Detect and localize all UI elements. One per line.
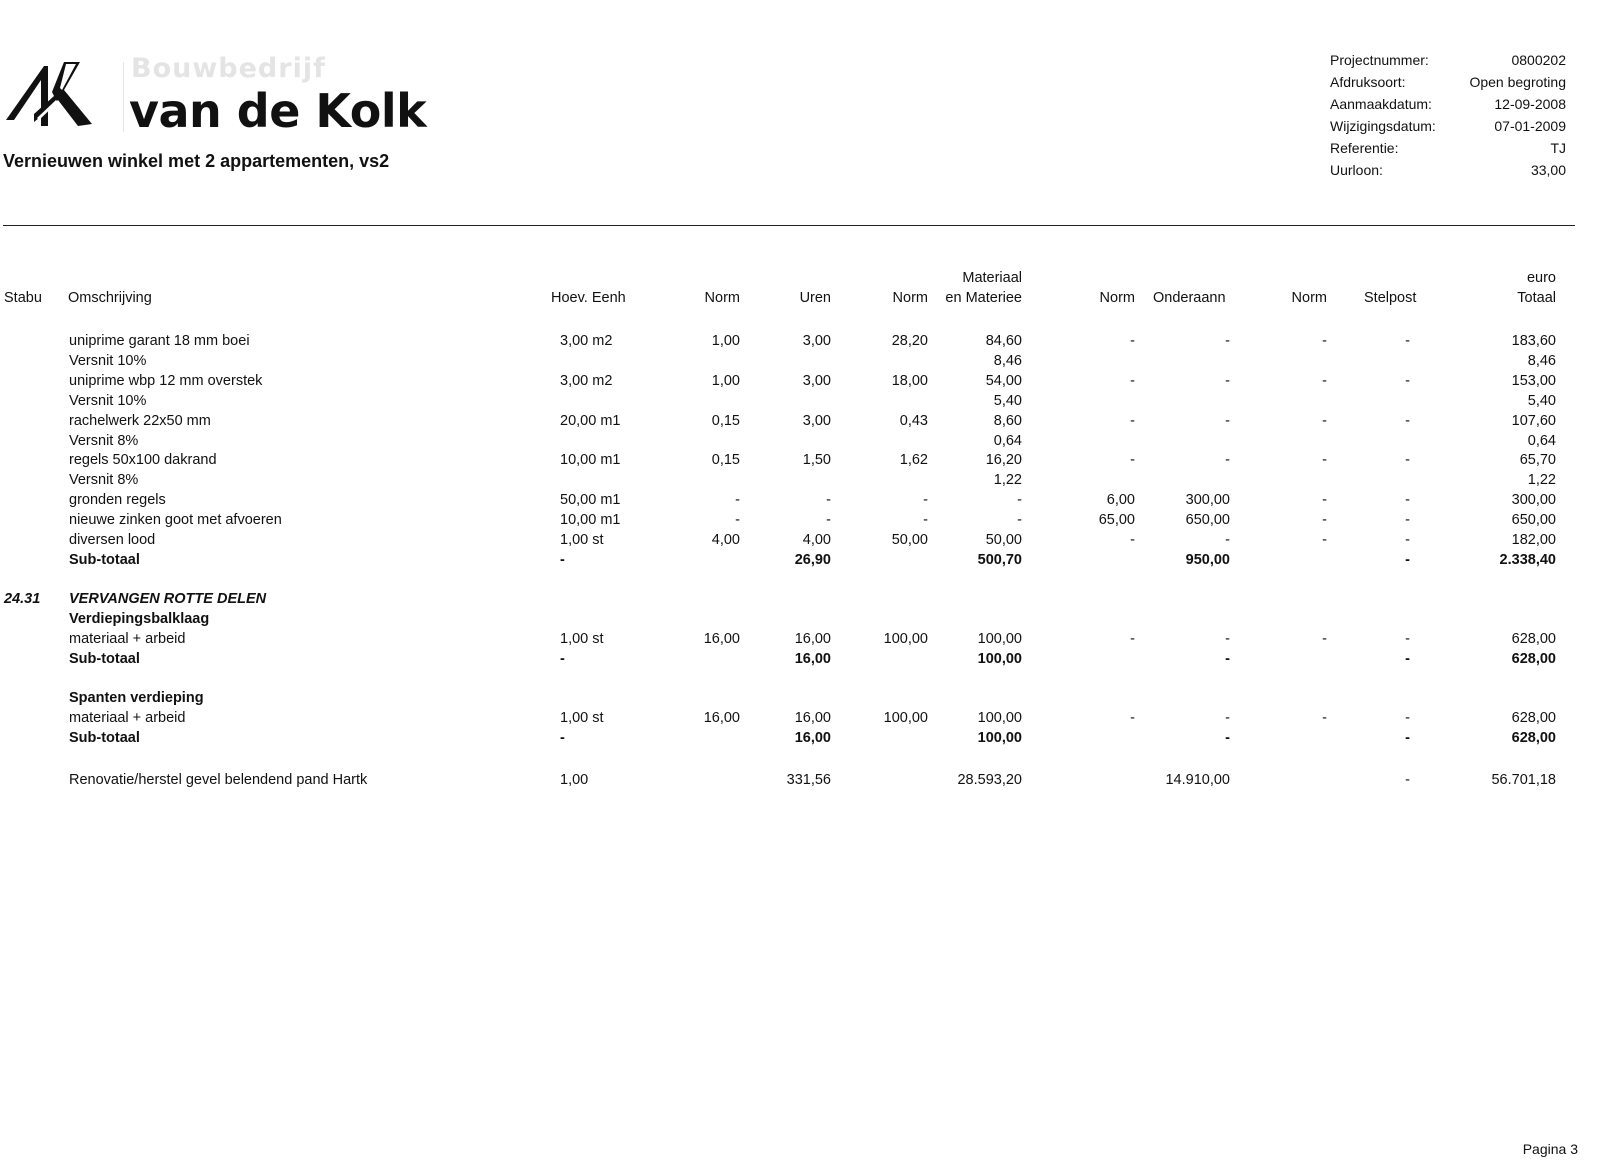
cell-desc: diversen lood [69,532,156,548]
cell-mat: 50,00 [985,532,1022,548]
cell-tot: 183,60 [1511,333,1556,349]
cell-mat: 100,00 [977,730,1022,747]
cell-stel: - [1405,492,1410,509]
cell-stel: - [1405,631,1410,648]
cell-mat: 100,00 [977,651,1022,667]
cell-norm2: - [923,492,928,509]
meta-row [1330,162,1566,184]
table-row [0,710,1600,730]
cell-stel: - [1405,710,1410,727]
cell-ond: - [1225,651,1230,667]
logo-divider [123,62,124,132]
cell-norm3: - [1130,710,1135,727]
cell-hoev: 3,00 m2 [560,333,613,349]
cell-uren: - [826,512,831,529]
cell-norm4: - [1322,333,1327,349]
cell-desc: Renovatie/herstel gevel belendend pand Hartk [69,772,368,789]
table-row [0,611,1600,631]
cell-tot: 628,00 [1511,651,1556,667]
cell-ond: - [1225,412,1230,429]
project-title: Vernieuwen winkel met 2 appartementen, vs2 [3,151,390,171]
cell-stel: - [1405,772,1410,789]
cell-stabu: 24.31 [4,591,41,608]
table-row [0,353,1600,373]
cell-desc: uniprime wbp 12 mm overstek [69,372,263,389]
meta-value: 0800202 [1511,52,1566,68]
cell-tot: 628,00 [1511,631,1556,648]
cell-stel: - [1405,333,1410,349]
cell-norm1: 16,00 [703,631,740,648]
cell-norm2: - [923,512,928,529]
meta-label: Referentie: [1330,140,1399,156]
subtotal-row [0,730,1600,750]
cell-desc: Sub-totaal [69,551,140,568]
meta-label: Aanmaakdatum: [1330,96,1432,112]
cell-norm2: 18,00 [891,372,928,389]
cell-tot: 1,22 [1527,472,1556,489]
cell-norm1: - [735,492,740,509]
cell-hoev: 1,00 st [560,710,604,727]
cell-norm3: 65,00 [1098,512,1135,529]
cell-norm3: - [1130,532,1135,548]
cell-hoev: - [560,551,565,568]
cell-hoev: 20,00 m1 [560,412,621,429]
cell-desc: VERVANGEN ROTTE DELEN [69,591,267,608]
subtotal-row [0,552,1600,572]
cell-norm4: - [1322,532,1327,548]
cell-stel: - [1405,730,1410,747]
meta-value: 33,00 [1530,162,1566,178]
cell-tot: 5,40 [1527,392,1556,409]
cell-mat: 1,22 [993,472,1022,489]
cell-desc: materiaal + arbeid [69,710,186,727]
cell-desc: rachelwerk 22x50 mm [69,412,211,429]
cell-mat: 8,60 [993,412,1022,429]
cell-norm2: 0,43 [899,412,928,429]
cell-mat: - [1017,492,1022,509]
cell-desc: gronden regels [69,492,166,509]
cell-ond: 650,00 [1185,512,1230,529]
cell-desc: regels 50x100 dakrand [69,452,217,469]
table-row [0,413,1600,433]
cell-ond: - [1225,631,1230,648]
header-uren: Uren [799,290,831,306]
cell-uren: 3,00 [802,412,831,429]
meta-label: Projectnummer: [1330,52,1429,68]
cell-norm3: - [1130,333,1135,349]
header-stelpost: Stelpost [1364,290,1417,306]
cell-hoev: 10,00 m1 [560,452,621,469]
company-subtitle: Bouwbedrijf [131,53,326,84]
meta-row [1330,118,1566,140]
meta-value: TJ [1550,140,1566,156]
cell-ond: - [1225,710,1230,727]
table-row [0,690,1600,710]
cell-tot: 2.338,40 [1499,551,1556,568]
cell-ond: - [1225,372,1230,389]
cell-desc: Verdiepingsbalklaag [69,611,210,628]
header-stabu: Stabu [4,290,42,306]
page-number: Pagina 3 [1522,1141,1578,1157]
cell-norm3: - [1130,452,1135,469]
cell-tot: 65,70 [1519,452,1556,469]
table-row [0,631,1600,651]
cell-norm4: - [1322,452,1327,469]
cell-tot: 182,00 [1511,532,1556,548]
cell-norm2: 100,00 [883,631,928,648]
cell-tot: 56.701,18 [1491,772,1556,789]
cell-stel: - [1405,512,1410,529]
project-meta [1330,52,1566,184]
cell-norm1: 1,00 [711,372,740,389]
cell-tot: 628,00 [1511,730,1556,747]
cell-uren: 331,56 [786,772,831,789]
cell-desc: Versnit 8% [69,472,139,489]
cell-stel: - [1405,551,1410,568]
cell-norm1: - [735,512,740,529]
cell-norm2: 50,00 [891,532,928,548]
cell-desc: Sub-totaal [69,730,140,747]
cell-desc: Versnit 10% [69,392,147,409]
cell-hoev: 1,00 [560,772,589,789]
table-row [0,452,1600,472]
cell-mat: 100,00 [977,710,1022,727]
cell-uren: 16,00 [794,651,831,667]
cell-norm3: 6,00 [1106,492,1135,509]
cell-norm4: - [1322,631,1327,648]
company-logo-icon [4,56,98,132]
cell-tot: 153,00 [1511,372,1556,389]
table-row [0,591,1600,611]
cell-hoev: 10,00 m1 [560,512,621,529]
cell-desc: materiaal + arbeid [69,631,186,648]
cell-mat: 0,64 [993,432,1022,449]
cell-ond: - [1225,452,1230,469]
cell-tot: 650,00 [1511,512,1556,529]
cell-uren: 1,50 [802,452,831,469]
cell-norm2: 1,62 [899,452,928,469]
cell-norm2: 100,00 [883,710,928,727]
meta-value: Open begroting [1469,74,1566,90]
cell-ond: - [1225,532,1230,548]
company-name: van de Kolk [129,84,427,138]
cell-norm3: - [1130,412,1135,429]
table-row [0,472,1600,492]
cell-desc: Versnit 8% [69,432,139,449]
cell-desc: uniprime garant 18 mm boei [69,333,250,349]
table-row [0,512,1600,532]
meta-value: 12-09-2008 [1494,96,1566,112]
cell-norm4: - [1322,372,1327,389]
header-rule [3,225,1575,226]
cell-ond: - [1225,730,1230,747]
table-row [0,532,1600,552]
cell-hoev: - [560,730,565,747]
cell-desc: nieuwe zinken goot met afvoeren [69,512,282,529]
meta-value: 07-01-2009 [1494,118,1566,134]
header-norm-materiaal: Norm [892,290,928,306]
cell-ond: 950,00 [1185,551,1230,568]
cell-mat: 8,46 [993,352,1022,369]
cell-tot: 300,00 [1511,492,1556,509]
header-materiaal-top: Materiaal [962,270,1022,286]
meta-label: Afdruksoort: [1330,74,1406,90]
cell-uren: 16,00 [794,631,831,648]
cell-ond: 300,00 [1185,492,1230,509]
cell-mat: 16,20 [985,452,1022,469]
cell-norm1: 1,00 [711,333,740,349]
header-norm-stelpost: Norm [1291,290,1327,306]
cell-desc: Sub-totaal [69,651,140,667]
meta-row [1330,96,1566,118]
cell-hoev: - [560,651,565,667]
cell-tot: 0,64 [1527,432,1556,449]
cell-stel: - [1405,412,1410,429]
cell-uren: 3,00 [802,333,831,349]
cell-norm3: - [1130,372,1135,389]
table-row [0,772,1600,792]
cell-norm1: 4,00 [711,532,740,548]
cell-uren: - [826,492,831,509]
cell-uren: 26,90 [794,551,831,568]
cell-hoev: 1,00 st [560,532,604,548]
cell-mat: 28.593,20 [957,772,1022,789]
table-row [0,333,1600,353]
table-row [0,433,1600,453]
cell-norm4: - [1322,512,1327,529]
header-onderaann: Onderaann [1153,290,1226,306]
meta-row [1330,74,1566,96]
header-totaal-bottom: Totaal [1517,290,1556,306]
subtotal-row [0,651,1600,671]
cell-norm1: 16,00 [703,710,740,727]
header-norm-onderaann: Norm [1099,290,1135,306]
cell-norm4: - [1322,492,1327,509]
cell-mat: 500,70 [977,551,1022,568]
cell-norm2: 28,20 [891,333,928,349]
cell-stel: - [1405,651,1410,667]
cell-desc: Spanten verdieping [69,690,204,707]
cell-norm3: - [1130,631,1135,648]
cell-uren: 16,00 [794,710,831,727]
header-omschrijving: Omschrijving [68,290,152,306]
header-totaal-top: euro [1526,270,1556,286]
cell-norm1: 0,15 [711,452,740,469]
cell-mat: 84,60 [985,333,1022,349]
cell-uren: 4,00 [802,532,831,548]
cell-mat: 5,40 [993,392,1022,409]
cell-tot: 107,60 [1511,412,1556,429]
meta-label: Uurloon: [1330,162,1383,178]
cell-desc: Versnit 10% [69,352,147,369]
cell-mat: 54,00 [985,372,1022,389]
cell-ond: - [1225,333,1230,349]
meta-label: Wijzigingsdatum: [1330,118,1436,134]
cell-mat: 100,00 [977,631,1022,648]
cell-tot: 628,00 [1511,710,1556,727]
cell-hoev: 3,00 m2 [560,372,613,389]
table-row [0,492,1600,512]
cell-ond: 14.910,00 [1165,772,1230,789]
meta-row [1330,52,1566,74]
cell-norm1: 0,15 [711,412,740,429]
table-row [0,393,1600,413]
cell-hoev: 1,00 st [560,631,604,648]
cell-uren: 3,00 [802,372,831,389]
table-row [0,373,1600,393]
cell-tot: 8,46 [1527,352,1556,369]
cell-stel: - [1405,532,1410,548]
cell-norm4: - [1322,710,1327,727]
cell-stel: - [1405,372,1410,389]
cell-uren: 16,00 [794,730,831,747]
cell-hoev: 50,00 m1 [560,492,621,509]
header-materiaal-bottom: en Materiee [945,290,1022,306]
cell-stel: - [1405,452,1410,469]
cell-norm4: - [1322,412,1327,429]
header-hoev-eenh: Hoev. Eenh [551,290,626,306]
cell-mat: - [1017,512,1022,529]
meta-row [1330,140,1566,162]
header-norm-uren: Norm [704,290,740,306]
